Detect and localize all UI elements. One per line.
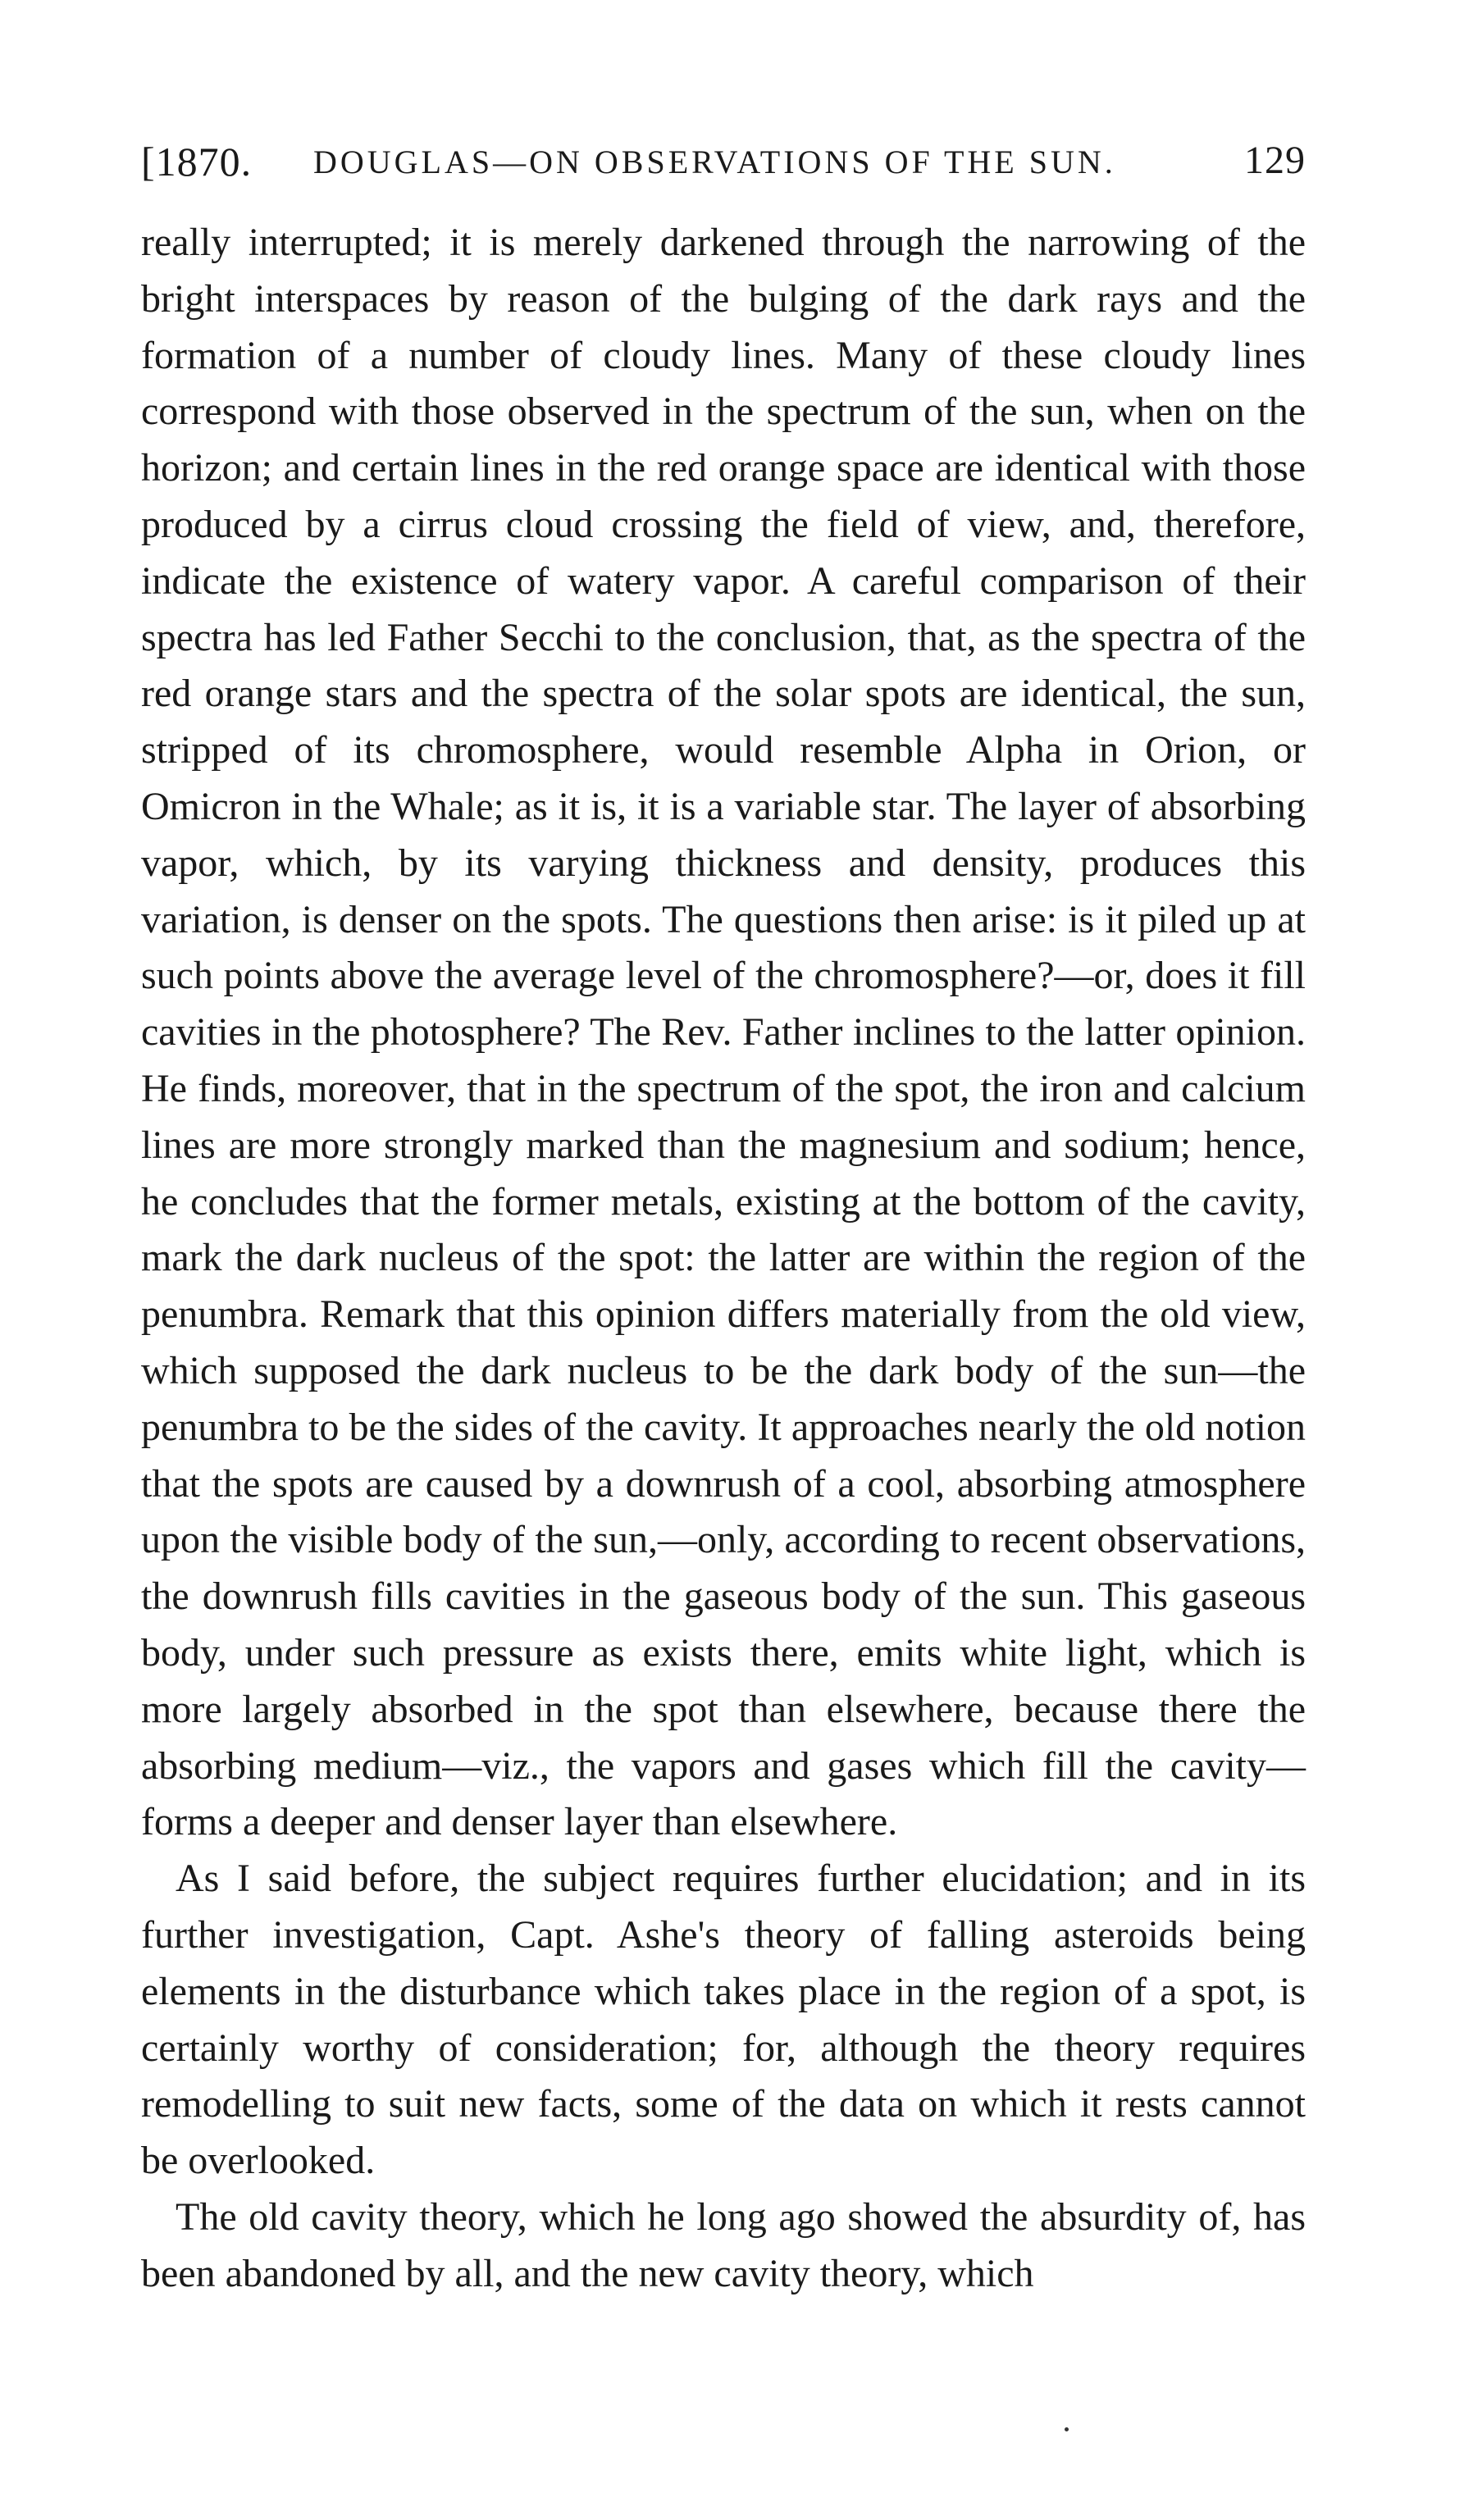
header-title: DOUGLAS—ON OBSERVATIONS OF THE SUN. xyxy=(313,144,1116,180)
body-text xyxy=(141,215,1306,2302)
paragraph-1: really interrupted; it is merely darkened through the narrowing of the bright interspaces by reason of the bulging of the dark rays and the formation of a number of cloudy lines. Many of these cloudy lines correspond with those observed in the spectrum of the sun, when on the horizon; and certain lines in the red orange space are identical with those produced by a cirrus cloud crossing the field of view, and, therefore, indicate the existence of watery vapor. A careful comparison of their spectra has led Father Secchi to the conclusion, that, as the spectra of the red orange stars and the spectra of the solar spots are identical, the sun, stripped of its chromosphere, would resemble Alpha in Orion, or Omicron in the Whale; as it is, it is a variable star. The layer of absorbing vapor, which, by its varying thickness and density, produces this variation, is denser on the spots. The questions then arise: is it piled up at such points above the average level of the chromosphere?—or, does it fill cavities in the photosphere? The Rev. Father inclines to the latter opinion. He finds, moreover, that in the spectrum of the spot, the iron and calcium lines are more strongly marked than the magnesium and sodium; hence, he concludes that the former metals, existing at the bottom of the cavity, mark the dark nucleus of the spot: the latter are within the region of the penumbra. Remark that this opinion differs materially from the old view, which supposed the dark nucleus to be the dark body of the sun—the penumbra to be the sides of the cavity. It approaches nearly the old notion that the spots are caused by a downrush of a cool, absorbing atmosphere upon the visible body of the sun,—only, according to recent observations, the downrush fills cavities in the gaseous body of the sun. This gaseous body, under such pressure as exists there, emits white light, which is more largely absorbed in the spot than elsewhere, because there the absorbing medium—viz., the vapors and gases which fill the cavity—forms a deeper and denser layer than elsewhere. xyxy=(141,221,1306,1844)
running-head xyxy=(141,138,1306,195)
paragraph-3: The old cavity theory, which he long ago showed the absurdity of, has been abandoned by all, and the new cavity theory, which xyxy=(141,2194,1306,2295)
paragraph-2: As I said before, the subject requires further elucidation; and in its further investigation, Capt. Ashe's theory of falling asteroids being elements in the disturbance which takes place in the region of a spot, is certainly worthy of consideration; for, although the theory requires remodelling to suit new facts, some of the data on which it rests cannot be overlooked. xyxy=(141,1857,1306,2183)
header-year: [1870. xyxy=(141,139,253,185)
print-speck xyxy=(1065,2427,1069,2431)
page-number: 129 xyxy=(1244,139,1306,182)
